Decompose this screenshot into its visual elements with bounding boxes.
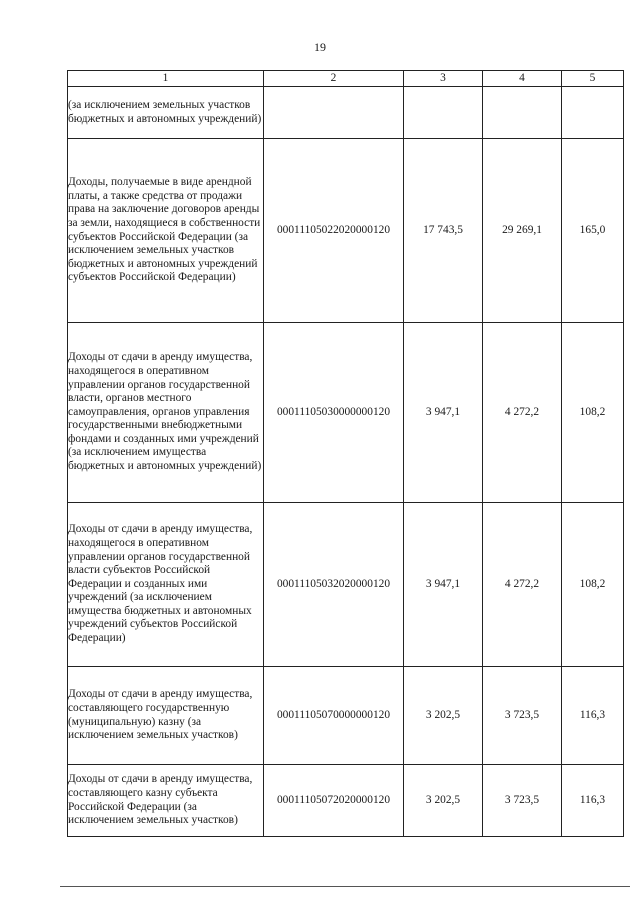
row-code-cell: 00011105070000000120	[264, 667, 404, 765]
row-percent-cell: 165,0	[562, 139, 624, 323]
row-value-cell: 3 723,5	[483, 765, 562, 837]
row-name-cell: Доходы, получаемые в виде арендной платы, а также средства от продажи права на заключение договоров аренды за земли, находящиеся в собственности субъектов Российской Федерации (за исключением земельных участков бюджетных и автономных учреждений субъектов Российской Федерации)	[68, 139, 264, 323]
row-value-cell: 3 947,1	[404, 503, 483, 667]
page-bottom-rule	[60, 886, 630, 887]
row-value-cell: 4 272,2	[483, 323, 562, 503]
row-value-cell	[404, 87, 483, 139]
row-code-cell: 00011105022020000120	[264, 139, 404, 323]
row-name-cell: Доходы от сдачи в аренду имущества, составляющего казну субъекта Российской Федерации (за исключением земельных участков)	[68, 765, 264, 837]
column-header: 1	[68, 71, 264, 87]
row-value-cell: 4 272,2	[483, 503, 562, 667]
row-percent-cell: 108,2	[562, 323, 624, 503]
table-header-row	[68, 71, 624, 87]
table-row	[68, 765, 624, 837]
row-value-cell: 3 947,1	[404, 323, 483, 503]
row-value-cell: 3 202,5	[404, 667, 483, 765]
column-header: 2	[264, 71, 404, 87]
table-row	[68, 667, 624, 765]
table-row	[68, 503, 624, 667]
revenue-table	[67, 70, 624, 837]
row-value-cell	[483, 87, 562, 139]
column-header: 4	[483, 71, 562, 87]
row-percent-cell: 116,3	[562, 765, 624, 837]
row-value-cell: 3 723,5	[483, 667, 562, 765]
row-name-cell: Доходы от сдачи в аренду имущества, находящегося в оперативном управлении органов государственной власти, органов местного самоуправления, органов управления государственными внебюджетными фондами и созданных ими учреждений (за исключением имущества бюджетных и автономных учреждений)	[68, 323, 264, 503]
row-name-cell: (за исключением земельных участков бюджетных и автономных учреждений)	[68, 87, 264, 139]
table-row	[68, 323, 624, 503]
row-code-cell: 00011105030000000120	[264, 323, 404, 503]
row-value-cell: 29 269,1	[483, 139, 562, 323]
row-percent-cell	[562, 87, 624, 139]
column-header: 3	[404, 71, 483, 87]
column-header: 5	[562, 71, 624, 87]
row-percent-cell: 108,2	[562, 503, 624, 667]
page-number: 19	[314, 40, 326, 54]
row-name-cell: Доходы от сдачи в аренду имущества, находящегося в оперативном управлении органов государственной власти субъектов Российской Федерации и созданных ими учреждений (за исключением имущества бюджетных и автономных учреждений субъектов Российской Федерации)	[68, 503, 264, 667]
table-row	[68, 87, 624, 139]
row-code-cell: 00011105032020000120	[264, 503, 404, 667]
row-code-cell: 00011105072020000120	[264, 765, 404, 837]
row-value-cell: 3 202,5	[404, 765, 483, 837]
row-name-cell: Доходы от сдачи в аренду имущества, составляющего государственную (муниципальную) казну (за исключением земельных участков)	[68, 667, 264, 765]
table-row	[68, 139, 624, 323]
row-value-cell: 17 743,5	[404, 139, 483, 323]
row-percent-cell: 116,3	[562, 667, 624, 765]
row-code-cell	[264, 87, 404, 139]
